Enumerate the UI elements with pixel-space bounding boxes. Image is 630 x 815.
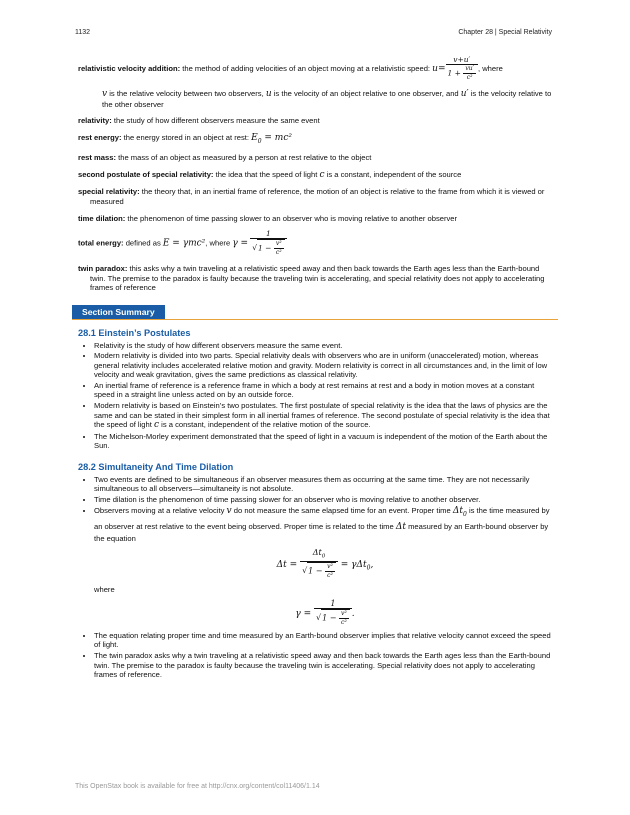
glossary-tail: , where [477, 64, 503, 73]
math-v: v [102, 89, 108, 99]
glossary-entry-relativistic-velocity-addition [78, 56, 556, 82]
math-u: u [265, 89, 272, 99]
math-rest-energy: $E_0 = mc^2$ [251, 132, 292, 145]
glossary-entry-relativity [78, 116, 556, 126]
glossary-definition: the theory that, in an inertial frame of reference, the motion of an object is relative to the frame from which it is viewed or measured [90, 187, 545, 206]
page-body [78, 56, 556, 681]
math-gamma-fraction: 1 √1 − $\frac{\text{v²}}{\text{c²}}$ [250, 230, 286, 257]
glossary-entry-twin-paradox [78, 264, 556, 293]
glossary-term: rest energy: [78, 132, 122, 142]
glossary-entry-time-dilation [78, 214, 556, 224]
section-heading-28-1: 28.1 Einstein’s Postulates [78, 327, 191, 338]
section-summary-title: Section Summary [72, 305, 165, 319]
math-delta-t: Δt [395, 522, 406, 533]
section-summary-bar [72, 305, 558, 320]
glossary-term: second postulate of special relativity: [78, 169, 214, 179]
math-v: v [226, 506, 232, 517]
glossary-term: rest mass: [78, 153, 116, 163]
summary-list-28-1 [78, 341, 556, 452]
page-number: 1132 [75, 29, 91, 36]
list-item: • Observers moving at a relative velocity v do not measure the same elapsed time for an event. Proper time $\Delta t_0$ is the time measured by an observer at rest relative to the event being observed. Proper time is related to the time Δt measured by an Earth-bound observer by the equation Δt = $\Delta t_0$ √1 − $\frac{\text{v²}}{\text{c²}}$ = γΔt$_0$, where γ = 1 √1 − $\frac{\text{v²}}{\text{c²}}$ . [94, 505, 556, 626]
glossary-definition: the method of adding velocities of an object moving at a relativistic speed: [182, 64, 431, 73]
glossary-entry-second-postulate [78, 170, 556, 181]
where-label: where [94, 584, 115, 594]
glossary-definition-c: is the velocity relative to the other observer [102, 89, 552, 109]
list-item: • Modern relativity is divided into two parts. Special relativity deals with observers who are in uniform (unaccelerated) motion, whereas general relativity includes accelerated relative motion and gravity. Modern relativity is correct in all circumstances and, in the limit of low velocity and weak gravitation, gives the same predictions as classical relativity. [94, 351, 556, 380]
math-c: c [319, 169, 325, 180]
chapter-title: Chapter 28 | Special Relativity [458, 29, 552, 36]
page-footer: This OpenStax book is available for free at http://cnx.org/content/col11406/1.14 [75, 783, 320, 790]
glossary-term: special relativity: [78, 187, 140, 197]
equation-gamma: γ = 1 √1 − $\frac{\text{v²}}{\text{c²}}$ . [295, 598, 355, 626]
glossary-definition: the study of how different observers measure the same event [113, 116, 320, 126]
glossary-definition: the phenomenon of time passing slower to an observer who is moving relative to another observer [127, 213, 458, 223]
glossary-entry-rest-mass [78, 153, 556, 163]
glossary-definition: this asks why a twin traveling at a relativistic speed away and then back towards the Earth ages less than the Earth-bound twin. The premise to the paradox is faulty because the traveling twin is accelerating, and special relativity does not apply to accelerating frames of reference [90, 264, 545, 293]
glossary-term: relativistic velocity addition: [78, 64, 181, 73]
glossary-tail: , where [205, 238, 231, 248]
glossary-definition: defined as [125, 238, 161, 248]
glossary-definition: the mass of an object as measured by a person at rest relative to the object [118, 153, 372, 163]
list-item: • Two events are defined to be simultaneous if an observer measures them as occurring at the same time. They are not necessarily simultaneous to all observers—simultaneity is not absolute. [94, 475, 556, 494]
glossary-entry-velocity-definitions [78, 89, 556, 109]
glossary-term: time dilation: [78, 213, 126, 223]
list-item: • Time dilation is the phenomenon of time passing slower for an observer who is moving relative to another observer. [94, 495, 556, 505]
math-delta-t0: $\Delta t_0$ [452, 506, 467, 519]
glossary-term: twin paradox: [78, 264, 128, 274]
section-heading-28-2: 28.2 Simultaneity And Time Dilation [78, 462, 234, 473]
math-total-energy: E = γmc² [162, 238, 206, 249]
glossary-term: relativity: [78, 116, 112, 126]
glossary-term: total energy: [78, 238, 124, 248]
math-velocity-addition-fraction: v+u′ 1 + $\frac{vu'}{\text{c²}}$ [446, 56, 478, 82]
glossary-entry-special-relativity [78, 187, 556, 206]
glossary-definition-b: is the velocity of an object relative to one observer, and [273, 89, 459, 98]
summary-list-28-2 [78, 475, 556, 680]
list-item: • The Michelson-Morley experiment demonstrated that the speed of light in a vacuum is independent of the motion of the Earth about the Sun. [94, 432, 556, 451]
glossary-definition-a: is the relative velocity between two observers, [109, 89, 264, 98]
list-item: • An inertial frame of reference is a reference frame in which a body at rest remains at rest and a body in motion moves at a constant speed in a straight line unless acted on by an outside force. [94, 381, 556, 400]
list-item: • The equation relating proper time and time measured by an Earth-bound observer implies that relative velocity cannot exceed the speed of light. [94, 631, 556, 650]
glossary-definition-a: the idea that the speed of light [215, 169, 318, 179]
list-item: • Relativity is the study of how different observers measure the same event. [94, 341, 556, 351]
math-u-equals: u= [432, 64, 446, 74]
list-item: • Modern relativity is based on Einstein’s two postulates. The first postulate of special relativity is the idea that the laws of physics are the same and can be stated in their simplest form in all inertial frames of reference. The second postulate of special relativity is the idea that the speed of light c is a constant, independent of the relative motion of the source. [94, 401, 556, 431]
math-gamma-definition: γ = [232, 238, 249, 249]
math-c: c [153, 420, 160, 431]
math-u-prime: u′ [460, 89, 469, 99]
glossary-definition: the energy stored in an object at rest: [123, 132, 249, 142]
glossary-entry-rest-energy [78, 133, 556, 146]
glossary-definition-b: is a constant, independent of the source [326, 169, 462, 179]
list-item: • The twin paradox asks why a twin traveling at a relativistic speed away and then back towards the Earth ages less than the Earth-bound twin. The premise to the paradox is faulty because the traveling twin is accelerating. Special relativity does not apply to accelerating frames of reference. [94, 651, 556, 680]
glossary-entry-total-energy [78, 230, 556, 257]
equation-time-dilation: Δt = $\Delta t_0$ √1 − $\frac{\text{v²}}{\text{c²}}$ = γΔt$_0$, [276, 548, 374, 579]
